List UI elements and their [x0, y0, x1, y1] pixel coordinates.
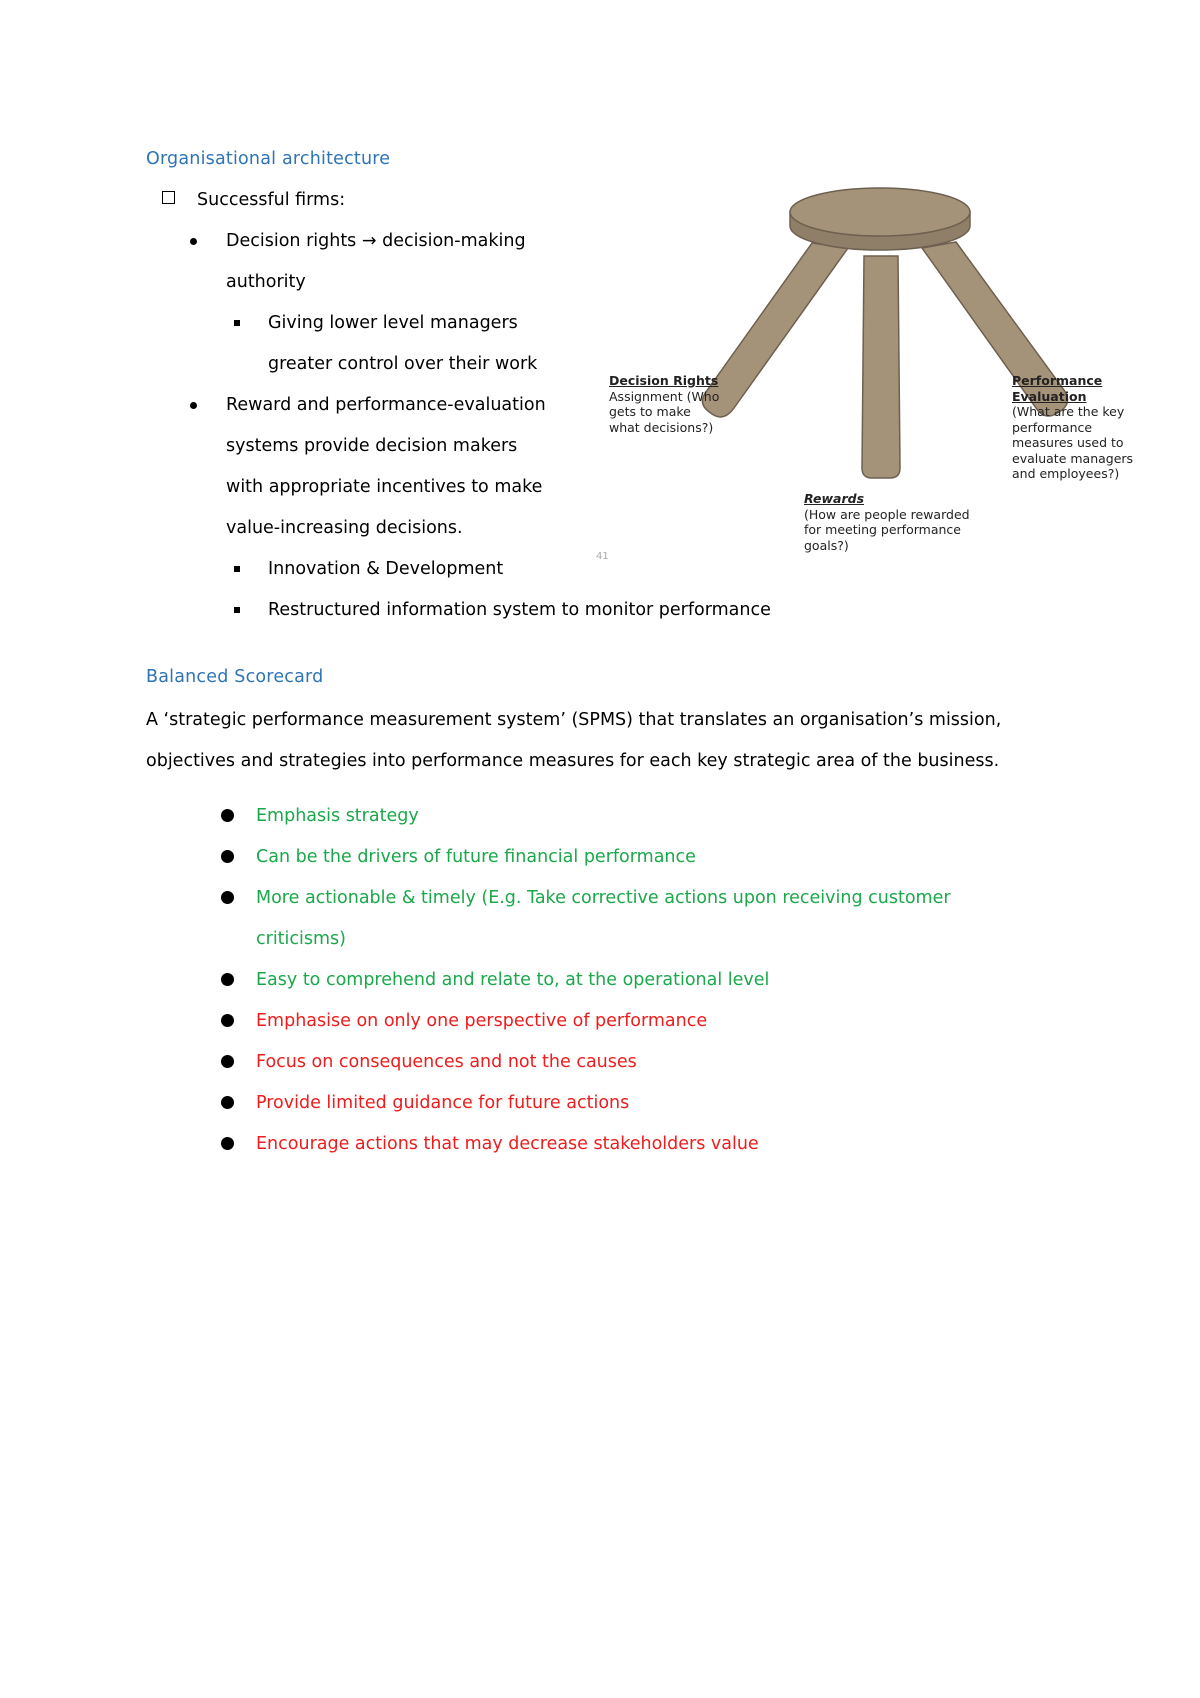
bullet-text-continuation: authority: [226, 272, 306, 292]
bullet-dot-icon: [221, 809, 234, 822]
performance-text: and employees?): [1012, 466, 1120, 481]
performance-title: Evaluation: [1012, 388, 1087, 404]
bullet-text-continuation: systems provide decision makers: [226, 436, 518, 456]
arrow-right-icon: →: [361, 231, 377, 251]
bullet-text: Decision rights: [226, 231, 357, 251]
decision-rights-text: what decisions?): [609, 419, 714, 435]
bullet-dot-icon: [221, 1137, 234, 1150]
bullet-dot-icon: [190, 402, 197, 409]
decision-rights-title: Decision Rights: [609, 373, 719, 388]
stool-middle-leg: [862, 256, 900, 478]
paragraph-line: objectives and strategies into performance measures for each key strategic area of the business.: [146, 751, 1000, 771]
square-bullet-icon: [234, 607, 240, 613]
bullet-text-continuation: with appropriate incentives to make: [226, 477, 543, 497]
bullet-decision-rights: [226, 230, 526, 252]
checkbox-icon: [162, 191, 175, 204]
bullet-dot-icon: [221, 850, 234, 863]
slide-number: 41: [596, 551, 609, 562]
rewards-text: goals?): [804, 537, 849, 553]
bullet-dot-icon: [221, 891, 234, 904]
bullet-dot-icon: [190, 238, 197, 245]
rewards-title: Rewards: [804, 491, 865, 506]
sub-bullet-text: Innovation & Development: [268, 559, 504, 579]
green-list-item: Can be the drivers of future financial performance: [256, 847, 696, 867]
performance-text: (What are the key: [1012, 404, 1125, 419]
bullet-text-continuation: value-increasing decisions.: [226, 518, 463, 538]
performance-text: evaluate managers: [1012, 450, 1134, 466]
rewards-label: [804, 491, 970, 553]
decision-rights-text: gets to make: [609, 404, 691, 419]
performance-title: Performance: [1012, 373, 1103, 388]
bullet-dot-icon: [221, 973, 234, 986]
green-list-item: Easy to comprehend and relate to, at the operational level: [256, 970, 770, 990]
red-list-item: Focus on consequences and not the causes: [256, 1052, 637, 1072]
rewards-text: for meeting performance: [804, 522, 961, 537]
bullet-dot-icon: [221, 1055, 234, 1068]
section-heading-balanced-scorecard: Balanced Scorecard: [146, 667, 324, 687]
bullet-text: decision-making: [382, 231, 526, 251]
decision-rights-label: [609, 373, 719, 435]
rewards-text: (How are people rewarded: [804, 506, 970, 522]
square-bullet-icon: [234, 566, 240, 572]
red-list-item: Encourage actions that may decrease stakeholders value: [256, 1134, 759, 1154]
checkbox-item-text: Successful firms:: [197, 190, 346, 210]
decision-rights-text: Assignment (Who: [609, 388, 720, 404]
green-list-item: More actionable & timely (E.g. Take corrective actions upon receiving customer: [256, 888, 951, 908]
bullet-dot-icon: [221, 1096, 234, 1109]
bullet-dot-icon: [221, 1014, 234, 1027]
green-list-item-continuation: criticisms): [256, 929, 346, 949]
sub-bullet-text: Restructured information system to monitor performance: [268, 600, 771, 620]
performance-text: performance: [1012, 419, 1093, 435]
performance-evaluation-label: [1012, 373, 1133, 482]
green-list-item: Emphasis strategy: [256, 806, 419, 826]
red-list-item: Emphasise on only one perspective of performance: [256, 1011, 708, 1031]
bullet-reward-text: Reward and performance-evaluation: [226, 395, 546, 415]
paragraph-line: A ‘strategic performance measurement system’ (SPMS) that translates an organisation’s mission,: [146, 710, 1002, 730]
square-bullet-icon: [234, 320, 240, 326]
section-heading-organisational-architecture: Organisational architecture: [146, 149, 391, 169]
performance-text: measures used to: [1012, 435, 1124, 450]
sub-bullet-text: Giving lower level managers: [268, 313, 518, 333]
stool-left-leg: [702, 243, 848, 417]
stool-seat-top: [790, 188, 970, 236]
red-list-item: Provide limited guidance for future actions: [256, 1093, 630, 1113]
sub-bullet-text-continuation: greater control over their work: [268, 354, 538, 374]
